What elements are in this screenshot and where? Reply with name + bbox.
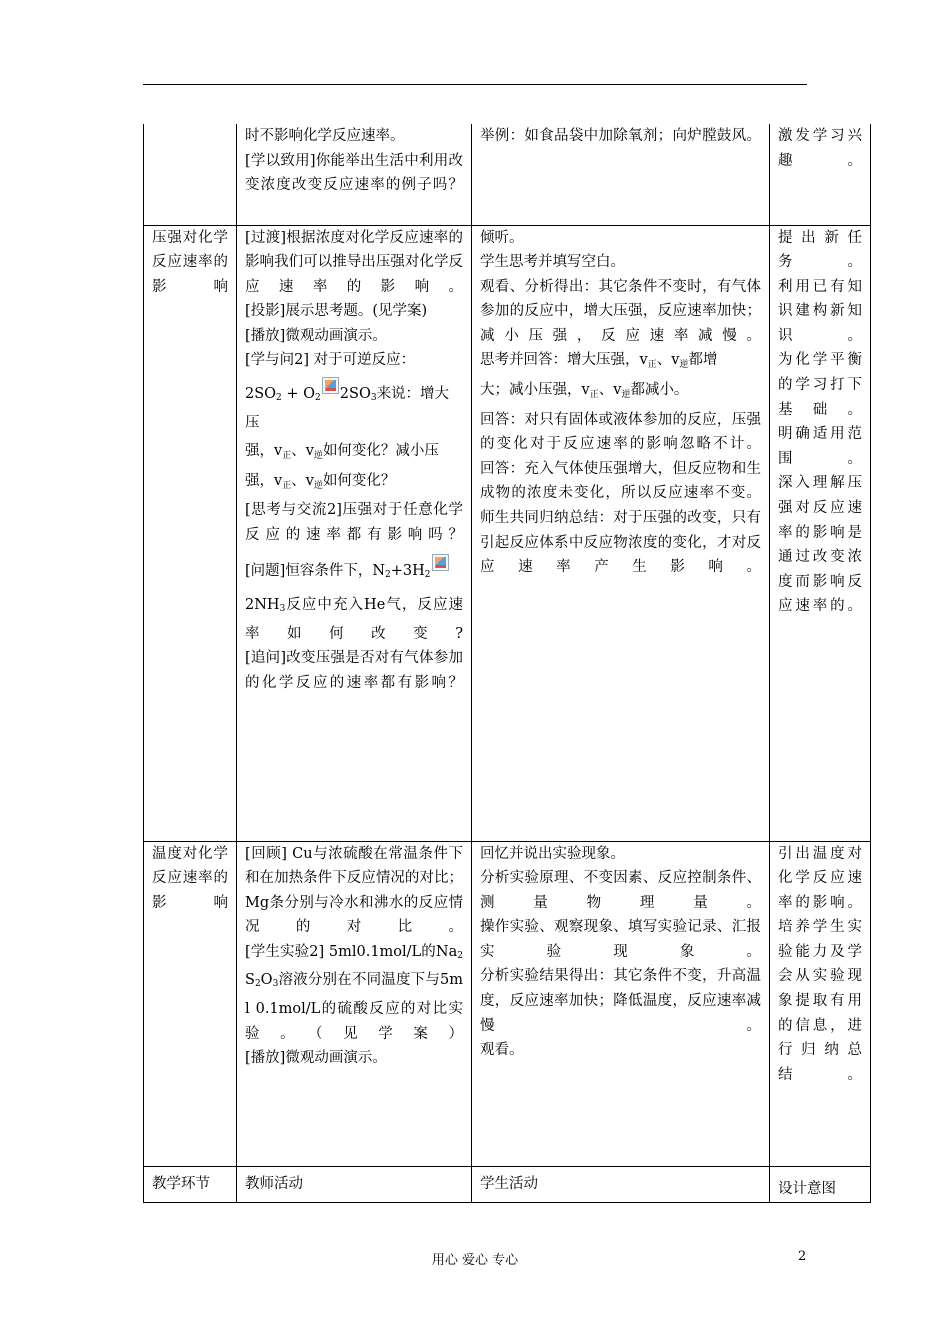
page-number: 2 bbox=[798, 1249, 807, 1264]
broken-image-icon bbox=[322, 377, 339, 394]
footer-motto: 用心 爱心 专心 bbox=[431, 1253, 519, 1268]
stage-cell: 温度对化学反应速率的影响 bbox=[144, 841, 237, 1166]
equation-line: $2SO_2 + O_2$ $2SO_3$来说：增大压 bbox=[245, 377, 463, 435]
student-cell: 倾听。 学生思考并填写空白。 观看、分析得出：其它条件不变时，有气体参加的反应中，增大压强，反应速率加快；减小压强，反应速率减慢。 思考并回答：增大压强，$v_正$、$v_逆$都增 大；减小压强，$v_正$、$v_逆$都减小。 回答：对只有固体或液体参加的反应，压强的变化对于反应速率的影响忽略不计。 回答：充入气体使压强增大，但反应物和生成物的浓度未变化，所以反应速率不变。 师生共同归纳总结：对于压强的改变，只有引起反应体系中反应物浓度的变化，才对反应速率产生影响。 bbox=[472, 225, 770, 841]
teacher-cell: 时不影响化学反应速率。 [学以致用]你能举出生活中利用改变浓度改变反应速率的例子吗？ bbox=[237, 124, 472, 225]
student-cell: 举例：如食品袋中加除氧剂；向炉膛鼓风。 bbox=[472, 124, 770, 225]
stage-cell bbox=[144, 124, 237, 225]
header-cell-teacher: 教师活动 bbox=[237, 1166, 472, 1202]
teacher-cell: [回顾] Cu与浓硫酸在常温条件下和在加热条件下反应情况的对比；Mg条分别与冷水和沸水的反应情况的对比。 [学生实验2] 5ml0.1mol/L的$Na_2S_2O_3$溶液分别在不同温度下与5ml 0.1mol/L的硫酸反应的对比实验。（见学案） [播放]微观动画演示。 bbox=[237, 841, 472, 1166]
broken-image-icon bbox=[432, 554, 449, 571]
intent-cell: 激发学习兴趣。 bbox=[770, 124, 871, 225]
intent-cell: 提出新任务。 利用已有知识建构新知识。 为化学平衡的学习打下基础。 明确适用范围。 深入理解压强对反应速率的影响是通过改变浓度而影响反应速率的。 bbox=[770, 225, 871, 841]
student-cell: 回忆并说出实验现象。 分析实验原理、不变因素、反应控制条件、测量物理量。 操作实验、观察现象、填写实验记录、汇报实验现象。 分析实验结果得出：其它条件不变，升高温度，反应速率加快；降低温度，反应速率减慢。 观看。 bbox=[472, 841, 770, 1166]
teacher-cell: [过渡]根据浓度对化学反应速率的影响我们可以推导出压强对化学反应速率的影响。 [投影]展示思考题。(见学案) [播放]微观动画演示。 [学与问2] 对于可逆反应： $2SO_2 + O_2$ $2SO_3$来说：增大压 强，$v_正$、$v_逆$如何变化？减小压 强，$v_正$、$v_逆$如何变化？ [思考与交流2]压强对于任意化学反应的速率都有影响吗？ [问题]恒容条件下，$N_2+3H_2$ $2NH_3$反应中充入He气，反应速率如何改变? [追问]改变压强是否对有气体参加的化学反应的速率都有影响？ bbox=[237, 225, 472, 841]
header-cell-stage: 教学环节 bbox=[144, 1166, 237, 1202]
table-row bbox=[144, 841, 871, 1166]
lesson-plan-table bbox=[143, 124, 871, 1203]
stage-cell: 压强对化学反应速率的影响 bbox=[144, 225, 237, 841]
intent-cell: 引出温度对化学反应速率的影响。 培养学生实验能力及学会从实验现象提取有用的信息，进行归纳总结。 bbox=[770, 841, 871, 1166]
table-row bbox=[144, 225, 871, 841]
header-cell-student: 学生活动 bbox=[472, 1166, 770, 1202]
table-row bbox=[144, 124, 871, 225]
header-cell-intent: 设计意图 bbox=[770, 1166, 871, 1202]
table-header-row bbox=[144, 1166, 871, 1202]
header-rule bbox=[143, 84, 807, 85]
